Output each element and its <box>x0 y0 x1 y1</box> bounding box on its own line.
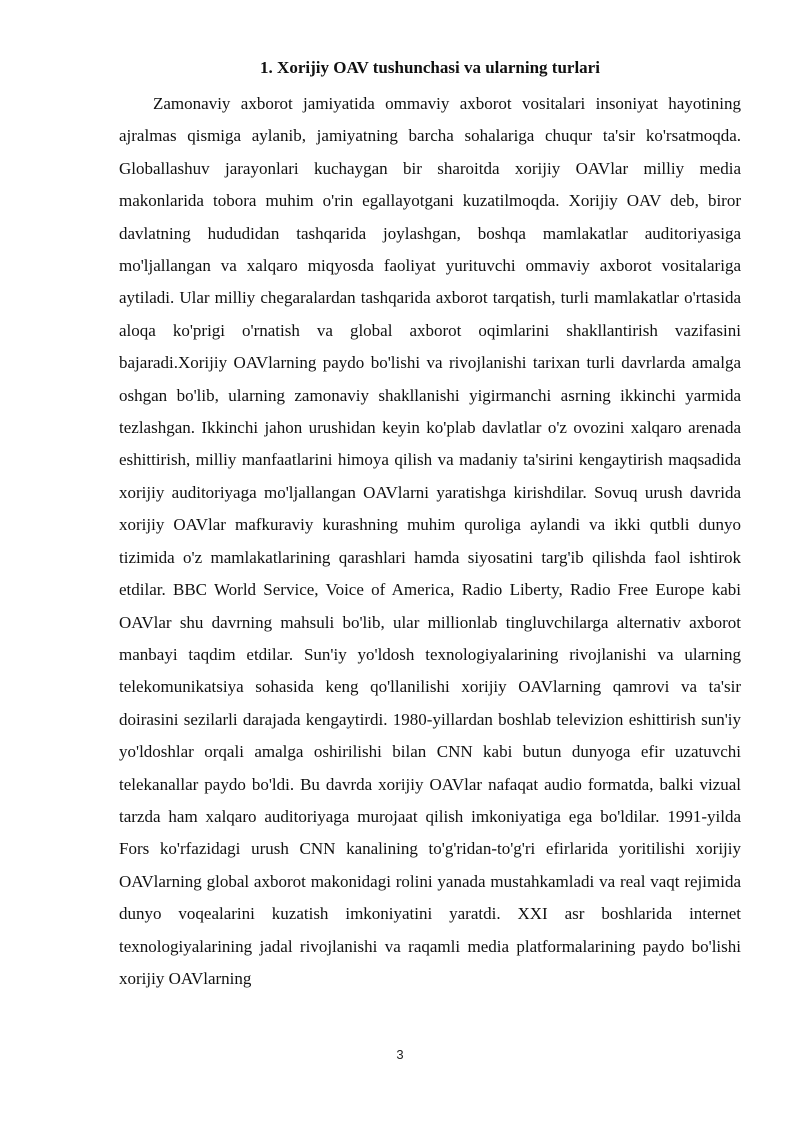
page-number: 3 <box>396 1047 404 1062</box>
section-title: 1. Xorijiy OAV tushunchasi va ularning turlari <box>260 58 600 77</box>
page-content <box>119 52 741 995</box>
body-paragraph: Zamonaviy axborot jamiyatida ommaviy axborot vositalari insoniyat hayotining ajralmas qismiga aylanib, jamiyatning barcha sohalariga chuqur ta'sir ko'rsatmoqda. Globallashuv jarayonlari kuchaygan bir sharoitda xorijiy OAVlar milliy media makonlarida tobora muhim o'rin egallayotgani kuzatilmoqda. Xorijiy OAV deb, biror davlatning hududidan tashqarida joylashgan, boshqa mamlakatlar auditoriyasiga mo'ljallangan va xalqaro miqyosda faoliyat yurituvchi ommaviy axborot vositalariga aytiladi. Ular milliy chegaralardan tashqarida axborot tarqatish, turli mamlakatlar o'rtasida aloqa ko'prigi o'rnatish va global axborot oqimlarini shakllantirish vazifasini bajaradi.Xorijiy OAVlarning paydo bo'lishi va rivojlanishi tarixan turli davrlarda amalga oshgan bo'lib, ularning zamonaviy shakllanishi yigirmanchi asrning ikkinchi yarmida tezlashgan. Ikkinchi jahon urushidan keyin ko'plab davlatlar o'z ovozini xalqaro arenada eshittirish, milliy manfaatlarini himoya qilish va madaniy ta'sirini kengaytirish maqsadida xorijiy auditoriyaga mo'ljallangan OAVlarni yaratishga kirishdilar. Sovuq urush davrida xorijiy OAVlar mafkuraviy kurashning muhim quroliga aylandi va ikki qutbli dunyo tizimida o'z mamlakatlarining qarashlari hamda siyosatini targ'ib qilishda faol ishtirok etdilar. BBC World Service, Voice of America, Radio Liberty, Radio Free Europe kabi OAVlar shu davrning mahsuli bo'lib, ular millionlab tingluvchilarga alternativ axborot manbayi taqdim etdilar. Sun'iy yo'ldosh texnologiyalarining rivojlanishi va ularning telekomunikatsiya sohasida keng qo'llanilishi xorijiy OAVlarning qamrovi va ta'sir doirasini sezilarli darajada kengaytirdi. 1980-yillardan boshlab televizion eshittirish sun'iy yo'ldoshlar orqali amalga oshirilishi bilan CNN kabi butun dunyoga efir uzatuvchi telekanallar paydo bo'ldi. Bu davrda xorijiy OAVlar nafaqat audio formatda, balki vizual tarzda ham xalqaro auditoriyaga murojaat qilish imkoniyatiga ega bo'ldilar. 1991-yilda Fors ko'rfazidagi urush CNN kanalining to'g'ridan-to'g'ri efirlarida yoritilishi xorijiy OAVlarning global axborot makonidagi rolini yanada mustahkamladi va real vaqt rejimida dunyo voqealarini kuzatish imkoniyatini yaratdi. XXI asr boshlarida internet texnologiyalarining jadal rivojlanishi va raqamli media platformalarining paydo bo'lishi xorijiy OAVlarning <box>119 94 741 988</box>
